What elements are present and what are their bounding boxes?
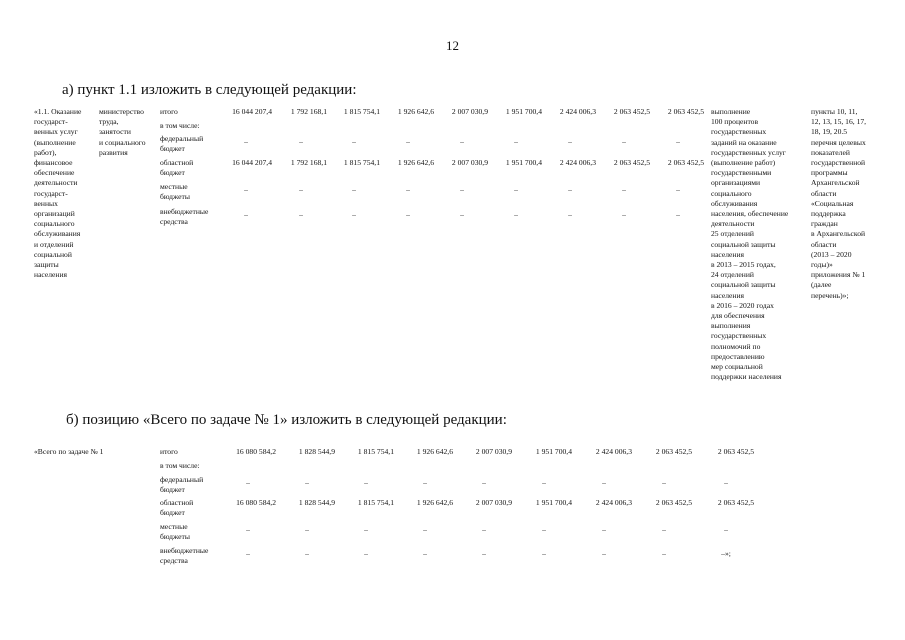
task-name-cell-line: венных услуг [34, 127, 78, 137]
amount-cell: 1 951 700,4 [505, 158, 542, 167]
amount-cell: – [305, 549, 309, 558]
task-name-cell-line: социальной [34, 249, 72, 259]
result-cell-line: 100 процентов [711, 117, 759, 127]
task-name-cell-line: государст- [34, 117, 68, 127]
result-cell-line: социальной защиты [711, 239, 776, 249]
amount-cell: – [460, 185, 464, 194]
row-label [160, 522, 190, 542]
amount-cell: – [246, 478, 250, 487]
row-label [160, 158, 193, 178]
amount-cell: 1 815 754,1 [357, 447, 394, 456]
row-label-line: бюджеты [160, 192, 190, 202]
amount-cell: 2 424 006,3 [595, 498, 632, 507]
amount-cell: 16 044 207,4 [232, 107, 272, 116]
indicator-cell-line: годы)» [811, 260, 833, 270]
amount-cell: – [676, 137, 680, 146]
row-label-line: в том числе: [160, 461, 200, 470]
indicator-cell-line: 18, 19, 20.5 [811, 127, 848, 137]
amount-cell: 1 951 700,4 [535, 447, 572, 456]
amount-cell: – [482, 549, 486, 558]
amount-cell: – [482, 525, 486, 534]
amount-cell: 2 007 030,9 [475, 447, 512, 456]
section-a-heading: а) пункт 1.1 изложить в следующей редакции: [62, 82, 357, 98]
amount-cell: 2 424 006,3 [595, 447, 632, 456]
executor-cell-line: занятости [99, 127, 131, 137]
row-label-line: федеральный [160, 134, 204, 143]
row-label [160, 498, 193, 518]
executor-cell [99, 107, 146, 158]
row-label-line: бюджеты [160, 532, 190, 542]
result-cell-line: государственных услуг [711, 147, 786, 157]
result-cell-line: населения, обеспечение [711, 209, 789, 219]
amount-cell: – [364, 478, 368, 487]
amount-cell: 1 828 544,9 [298, 498, 335, 507]
amount-cell: 1 926 642,6 [416, 447, 453, 456]
amount-cell: 16 080 584,2 [236, 447, 276, 456]
indicator-cell-line: граждан [811, 219, 838, 229]
result-cell-line: предоставлению [711, 351, 765, 361]
amount-cell: 1 815 754,1 [343, 158, 380, 167]
row-label-line: областной [160, 498, 194, 507]
amount-cell: 2 007 030,9 [475, 498, 512, 507]
amount-cell: – [352, 210, 356, 219]
amount-cell: 2 424 006,3 [559, 107, 596, 116]
result-cell-line: мер социальной [711, 362, 763, 372]
amount-cell: – [602, 478, 606, 487]
task-name-cell-line: «1.1. Оказание [34, 107, 82, 116]
row-label [160, 134, 203, 154]
row-label-line: средства [160, 217, 188, 227]
result-cell-line: полномочий по [711, 341, 761, 351]
task-name-cell-line: работ), [34, 147, 57, 157]
amount-cell: – [724, 525, 728, 534]
result-cell-line: 25 отделений [711, 229, 754, 239]
amount-cell: – [423, 525, 427, 534]
result-cell-line: для обеспечения [711, 311, 765, 321]
indicator-cell-line: перечня целевых [811, 137, 866, 147]
amount-cell: – [244, 185, 248, 194]
amount-cell: – [246, 549, 250, 558]
row-label-line: бюджет [160, 508, 185, 518]
result-cell-line: обслуживания [711, 198, 758, 208]
task-name-cell-line: организаций [34, 209, 75, 219]
task-name-cell-line: обеспечение [34, 168, 75, 178]
task-name-cell-line: государст- [34, 188, 68, 198]
result-cell-line: населения [711, 290, 745, 300]
amount-cell: – [542, 525, 546, 534]
amount-cell: – [662, 525, 666, 534]
amount-cell: – [406, 137, 410, 146]
task-name-cell-line: и отделений [34, 239, 74, 249]
task-name-cell-line: обслуживания [34, 229, 81, 239]
amount-cell: 1 792 168,1 [290, 107, 327, 116]
amount-cell: 1 926 642,6 [397, 158, 434, 167]
amount-cell: – [364, 525, 368, 534]
indicator-cell-line: 12, 13, 15, 16, 17, [811, 117, 867, 127]
row-label-line: внебюджетные [160, 546, 209, 555]
indicator-cell-line: области [811, 239, 837, 249]
amount-cell: 1 926 642,6 [416, 498, 453, 507]
row-label-line: внебюджетные [160, 207, 209, 216]
task-name-cell-line: социального [34, 219, 75, 229]
result-cell-line: населения [711, 249, 745, 259]
row-label [160, 447, 178, 457]
row-label-line: бюджет [160, 168, 185, 178]
executor-cell-line: развития [99, 147, 128, 157]
row-label [160, 121, 200, 131]
amount-cell: – [423, 549, 427, 558]
amount-cell: 1 951 700,4 [505, 107, 542, 116]
amount-cell: – [305, 525, 309, 534]
task-name-cell-line: населения [34, 270, 68, 280]
amount-cell: 2 063 452,5 [655, 447, 692, 456]
result-cell-line: выполнение [711, 107, 751, 116]
amount-cell: – [622, 185, 626, 194]
amount-cell: –»; [721, 549, 731, 558]
amount-cell: – [460, 137, 464, 146]
amount-cell: – [352, 185, 356, 194]
amount-cell: 1 792 168,1 [290, 158, 327, 167]
amount-cell: – [568, 137, 572, 146]
result-cell-line: выполнения [711, 321, 751, 331]
result-cell-line: государственных [711, 127, 767, 137]
amount-cell: – [514, 137, 518, 146]
amount-cell: – [305, 478, 309, 487]
amount-cell: 1 815 754,1 [357, 498, 394, 507]
indicator-cell [811, 107, 866, 301]
amount-cell: 2 063 452,5 [613, 158, 650, 167]
result-cell-line: поддержки населения [711, 372, 782, 382]
amount-cell: – [514, 210, 518, 219]
row-label-line: средства [160, 556, 188, 566]
executor-cell-line: министерство [99, 107, 144, 116]
amount-cell: 1 951 700,4 [535, 498, 572, 507]
amount-cell: – [460, 210, 464, 219]
row-label-line: местные [160, 182, 188, 191]
amount-cell: – [299, 210, 303, 219]
task-name-cell [34, 107, 81, 280]
amount-cell: 2 007 030,9 [451, 158, 488, 167]
amount-cell: – [724, 478, 728, 487]
result-cell [711, 107, 788, 382]
row-label-line: бюджет [160, 485, 185, 495]
amount-cell: – [676, 210, 680, 219]
row-label [160, 107, 178, 117]
amount-cell: 2 063 452,5 [655, 498, 692, 507]
amount-cell: – [542, 478, 546, 487]
result-cell-line: (выполнение работ) [711, 158, 776, 168]
amount-cell: 2 063 452,5 [667, 158, 704, 167]
amount-cell: – [299, 137, 303, 146]
indicator-cell-line: области [811, 188, 837, 198]
executor-cell-line: и социального [99, 137, 146, 147]
indicator-cell-line: «Социальная [811, 198, 854, 208]
row-label-line: бюджет [160, 144, 185, 154]
result-cell-line: государственных [711, 331, 767, 341]
indicator-cell-line: пункты 10, 11, [811, 107, 858, 116]
amount-cell: 2 063 452,5 [667, 107, 704, 116]
amount-cell: – [406, 185, 410, 194]
indicator-cell-line: (далее [811, 280, 832, 290]
result-cell-line: в 2013 – 2015 годах, [711, 260, 776, 270]
result-cell-line: социального [711, 188, 752, 198]
amount-cell: 16 044 207,4 [232, 158, 272, 167]
amount-cell: 2 063 452,5 [613, 107, 650, 116]
task-name-cell-line: деятельности [34, 178, 78, 188]
task-name-cell-line: (выполнение [34, 137, 76, 147]
amount-cell: 2 007 030,9 [451, 107, 488, 116]
result-cell-line: государственными [711, 168, 772, 178]
task-name-cell-line: венных [34, 198, 58, 208]
indicator-cell-line: Архангельской [811, 178, 860, 188]
amount-cell: 1 926 642,6 [397, 107, 434, 116]
amount-cell: 2 063 452,5 [717, 498, 754, 507]
row-label [160, 182, 190, 202]
indicator-cell-line: приложения № 1 [811, 270, 866, 280]
amount-cell: – [676, 185, 680, 194]
amount-cell: – [602, 525, 606, 534]
amount-cell: – [244, 210, 248, 219]
indicator-cell-line: в Архангельской [811, 229, 866, 239]
task-name-cell-line: финансовое [34, 158, 73, 168]
indicator-cell-line: перечень)»; [811, 290, 849, 300]
amount-cell: – [568, 185, 572, 194]
indicator-cell-line: программы [811, 168, 848, 178]
amount-cell: 1 815 754,1 [343, 107, 380, 116]
amount-cell: – [244, 137, 248, 146]
row-label [160, 475, 203, 495]
result-cell-line: организациями [711, 178, 761, 188]
amount-cell: – [423, 478, 427, 487]
amount-cell: 2 424 006,3 [559, 158, 596, 167]
row-label-line: в том числе: [160, 121, 200, 130]
section-b-heading: б) позицию «Всего по задаче № 1» изложить в следующей редакции: [66, 412, 507, 428]
amount-cell: – [364, 549, 368, 558]
indicator-cell-line: государственной [811, 158, 866, 168]
page-number: 12 [446, 38, 459, 53]
task-total-label: «Всего по задаче № 1 [34, 447, 104, 456]
row-label [160, 461, 200, 471]
amount-cell: – [602, 549, 606, 558]
result-cell-line: заданий на оказание [711, 137, 777, 147]
amount-cell: – [622, 137, 626, 146]
row-label-line: итого [160, 107, 178, 116]
amount-cell: – [246, 525, 250, 534]
indicator-cell-line: поддержка [811, 209, 846, 219]
amount-cell: 1 828 544,9 [298, 447, 335, 456]
row-label-line: итого [160, 447, 178, 456]
amount-cell: – [568, 210, 572, 219]
result-cell-line: социальной защиты [711, 280, 776, 290]
row-label [160, 207, 208, 227]
row-label [160, 546, 208, 566]
amount-cell: – [299, 185, 303, 194]
row-label-line: местные [160, 522, 188, 531]
indicator-cell-line: показателей [811, 147, 850, 157]
result-cell-line: деятельности [711, 219, 755, 229]
row-label-line: областной [160, 158, 194, 167]
result-cell-line: в 2016 – 2020 годах [711, 300, 774, 310]
amount-cell: – [662, 478, 666, 487]
amount-cell: – [622, 210, 626, 219]
amount-cell: – [542, 549, 546, 558]
amount-cell: – [514, 185, 518, 194]
task-name-cell-line: защиты [34, 260, 59, 270]
amount-cell: – [482, 478, 486, 487]
amount-cell: 16 080 584,2 [236, 498, 276, 507]
row-label-line: федеральный [160, 475, 204, 484]
result-cell-line: 24 отделений [711, 270, 754, 280]
amount-cell: – [662, 549, 666, 558]
amount-cell: – [352, 137, 356, 146]
indicator-cell-line: (2013 – 2020 [811, 249, 852, 259]
amount-cell: 2 063 452,5 [717, 447, 754, 456]
amount-cell: – [406, 210, 410, 219]
executor-cell-line: труда, [99, 117, 119, 127]
